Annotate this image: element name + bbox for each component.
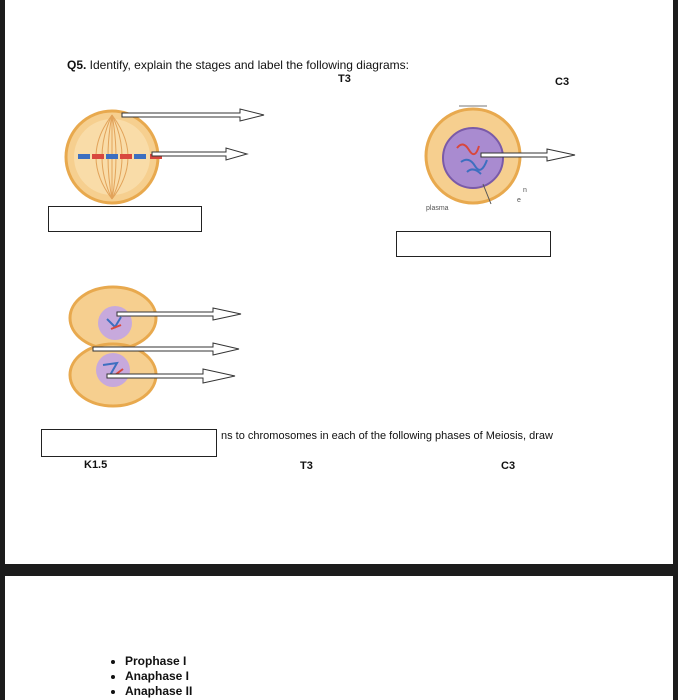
code-c3-mid: C3 <box>501 460 516 472</box>
telophase-cell-diagram <box>63 285 253 415</box>
label-n: n <box>523 187 527 194</box>
nucleus-top <box>98 306 132 340</box>
worksheet-page-bottom <box>5 576 673 700</box>
question-text: Identify, explain the stages and label the following diagrams: <box>86 58 409 72</box>
meiosis-instruction: ns to chromosomes in each of the following phases of Meiosis, draw <box>221 430 553 442</box>
phase-item: • Anaphase II <box>125 684 192 699</box>
phase-item: • Prophase I <box>125 654 192 669</box>
nucleus <box>443 128 503 188</box>
code-t3-top: T3 <box>338 73 351 85</box>
code-k15: K1.5 <box>84 459 108 471</box>
phase-list <box>105 654 192 699</box>
question-title <box>67 58 409 72</box>
question-number: Q5. <box>67 58 87 72</box>
code-c3-top: C3 <box>555 76 570 88</box>
arrow-2 <box>152 148 247 160</box>
phase-item: • Anaphase I <box>125 669 192 684</box>
answer-box-1[interactable] <box>48 206 202 232</box>
worksheet-page-top <box>5 0 673 564</box>
label-e: e <box>517 197 521 204</box>
answer-box-3[interactable] <box>41 429 217 457</box>
code-t3-mid: T3 <box>300 460 313 472</box>
answer-box-2[interactable] <box>396 231 551 257</box>
label-plasma: plasma <box>426 205 449 212</box>
arrow-1 <box>122 109 264 121</box>
metaphase-cell-diagram <box>60 105 270 215</box>
prophase-cell-diagram <box>417 100 587 220</box>
